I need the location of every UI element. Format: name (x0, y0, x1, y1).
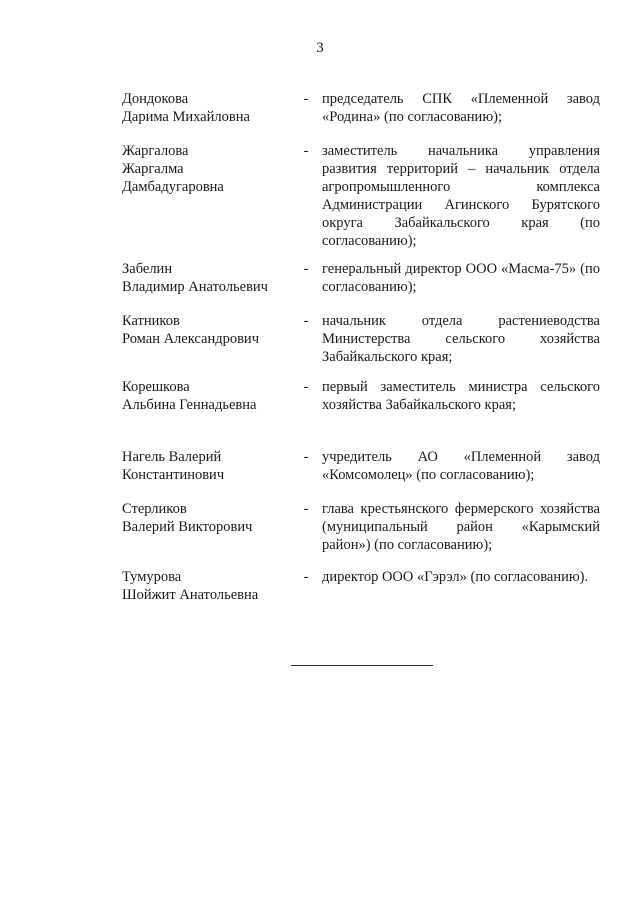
member-position-line: «Родина» (по согласованию); (322, 109, 503, 125)
member-name-line: Константинович (122, 467, 225, 483)
member-position-line: «Комсомолец» (по согласованию); (322, 467, 535, 483)
member-position-line: директор ООО «Гэрэл» (по согласованию). (322, 569, 589, 585)
member-name-line: Дондокова (122, 91, 189, 107)
member-name (122, 142, 302, 196)
member-position-line: начальник отдела растениеводства (322, 313, 600, 329)
member-position-line: Министерства сельского хозяйства (322, 331, 600, 347)
member-name-line: Забелин (122, 261, 173, 277)
member-position (322, 260, 600, 296)
member-position-line: Забайкальского края; (322, 349, 453, 365)
member-position-line: заместитель начальника управления (322, 143, 600, 159)
member-name-line: Катников (122, 313, 180, 329)
member-position (322, 448, 600, 484)
member-position-line: (муниципальный район «Карымский (322, 519, 600, 535)
member-name-line: Жаргалма (122, 161, 184, 177)
dash-separator: - (303, 379, 309, 395)
dash-separator: - (303, 501, 309, 517)
member-name-line: Тумурова (122, 569, 182, 585)
member-position-line: хозяйства Забайкальского края; (322, 397, 516, 413)
member-name (122, 500, 302, 536)
dash-separator: - (303, 449, 309, 465)
dash-separator: - (303, 91, 309, 107)
dash-separator: - (303, 261, 309, 277)
member-name-line: Владимир Анатольевич (122, 279, 268, 295)
member-position-line: округа Забайкальского края (по (322, 215, 600, 231)
member-position-line: первый заместитель министра сельского (322, 379, 600, 395)
member-name-line: Шойжит Анатольевна (122, 587, 259, 603)
member-position-line: агропромышленного комплекса (322, 179, 600, 195)
member-position (322, 500, 600, 554)
member-name-line: Стерликов (122, 501, 187, 517)
member-position (322, 568, 600, 586)
member-name (122, 260, 302, 296)
member-position-line: глава крестьянского фермерского хозяйства (322, 501, 600, 517)
member-name (122, 90, 302, 126)
member-name (122, 378, 302, 414)
dash-separator: - (303, 569, 309, 585)
member-name-line: Корешкова (122, 379, 190, 395)
member-name-line: Валерий Викторович (122, 519, 253, 535)
member-position (322, 378, 600, 414)
member-position-line: председатель СПК «Племенной завод (322, 91, 600, 107)
member-name (122, 312, 302, 348)
member-name-line: Альбина Геннадьевна (122, 397, 257, 413)
member-position-line: согласованию); (322, 279, 417, 295)
member-position-line: генеральный директор ООО «Масма-75» (по (322, 261, 600, 277)
member-position (322, 312, 600, 366)
member-position-line: Администрации Агинского Бурятского (322, 197, 600, 213)
member-position-line: район») (по согласованию); (322, 537, 493, 553)
member-name (122, 568, 302, 604)
member-position-line: учредитель АО «Племенной завод (322, 449, 600, 465)
member-name-line: Нагель Валерий (122, 449, 222, 465)
member-position (322, 90, 600, 126)
dash-separator: - (303, 143, 309, 159)
member-name-line: Роман Александрович (122, 331, 259, 347)
member-name-line: Дарима Михайловна (122, 109, 250, 125)
member-name-line: Жаргалова (122, 143, 189, 159)
member-name (122, 448, 302, 484)
member-position-line: согласованию); (322, 233, 417, 249)
dash-separator: - (303, 313, 309, 329)
member-position-line: развития территорий – начальник отдела (322, 161, 600, 177)
member-name-line: Дамбадугаровна (122, 179, 224, 195)
page-number: 3 (316, 40, 324, 56)
end-divider (291, 665, 433, 666)
member-position (322, 142, 600, 250)
